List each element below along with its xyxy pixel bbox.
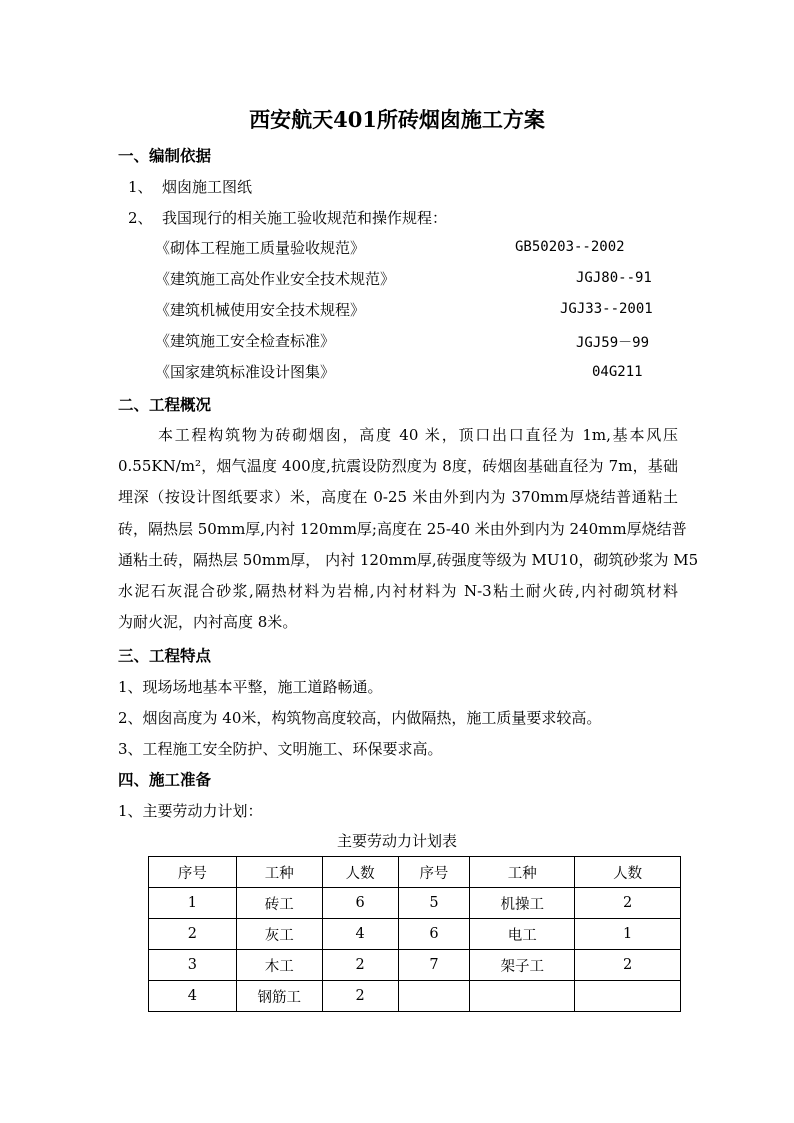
table-cell: 灰工 (236, 919, 322, 950)
standard-name: 《建筑施工高处作业安全技术规范》 (155, 270, 396, 288)
table-cell: 砖工 (236, 888, 322, 919)
table-row (149, 950, 681, 981)
standard-name: 《建筑施工安全检查标准》 (155, 332, 336, 350)
header-cell: 序号 (398, 857, 470, 888)
table-cell: 机操工 (470, 888, 575, 919)
table-cell: 3 (149, 950, 237, 981)
labor-plan-table (148, 856, 681, 1012)
table-cell: 电工 (470, 919, 575, 950)
basis-item-number: 1、 (128, 178, 153, 196)
table-row (149, 919, 681, 950)
table-cell: 4 (322, 919, 398, 950)
standard-code: 04G211 (592, 364, 643, 380)
section-heading-preparation: 四、施工准备 (118, 770, 212, 789)
standard-code: JGJ80--91 (576, 270, 652, 286)
table-cell: 4 (149, 981, 237, 1012)
table-cell: 2 (575, 888, 681, 919)
overview-line: 0.55KN/m²，烟气温度 400度,抗震设防烈度为 8度，砖烟囱基础直径为 7m，基础 (118, 457, 678, 476)
overview-line: 通粘土砖，隔热层 50mm厚， 内衬 120mm厚,砖强度等级为 MU10，砌筑砂浆为 M5 (118, 550, 699, 569)
overview-line: 砖，隔热层 50mm厚,内衬 120mm厚;高度在 25-40 米由外到内为 240mm厚烧结普 (118, 519, 687, 538)
document-title: 西安航天401所砖烟囱施工方案 (249, 107, 545, 132)
basis-item-text: 烟囱施工图纸 (162, 178, 253, 196)
table-cell: 2 (149, 919, 237, 950)
overview-paragraph (118, 420, 699, 638)
table-cell: 架子工 (470, 950, 575, 981)
standard-name: 《砌体工程施工质量验收规范》 (155, 239, 366, 257)
standard-name: 《国家建筑标准设计图集》 (155, 363, 336, 381)
table-cell (470, 981, 575, 1012)
table-cell: 2 (322, 950, 398, 981)
header-cell: 工种 (236, 857, 322, 888)
table-cell: 2 (575, 950, 681, 981)
table-cell: 6 (322, 888, 398, 919)
overview-line: 水泥石灰混合砂浆,隔热材料为岩棉,内衬材料为 N-3粘土耐火砖,内衬砌筑材料 (118, 582, 678, 601)
table-cell: 1 (149, 888, 237, 919)
preparation-item: 1、主要劳动力计划： (118, 802, 263, 820)
basis-item-text: 我国现行的相关施工验收规范和操作规程： (162, 209, 448, 227)
table-row (149, 888, 681, 919)
overview-line: 埋深（按设计图纸要求）米，高度在 0-25 米由外到内为 370mm厚烧结普通粘土 (118, 488, 678, 507)
overview-line: 为耐火泥，内衬高度 8米。 (118, 613, 298, 632)
section-heading-overview: 二、工程概况 (118, 395, 212, 414)
header-cell: 人数 (322, 857, 398, 888)
section-heading-features: 三、工程特点 (118, 646, 212, 665)
feature-item: 2、烟囱高度为 40米，构筑物高度较高，内做隔热，施工质量要求较高。 (118, 709, 602, 727)
table-cell: 5 (398, 888, 470, 919)
header-cell: 人数 (575, 857, 681, 888)
table-cell: 7 (398, 950, 470, 981)
table-cell: 1 (575, 919, 681, 950)
feature-item: 3、工程施工安全防护、文明施工、环保要求高。 (118, 740, 443, 758)
table-cell (575, 981, 681, 1012)
header-cell: 工种 (470, 857, 575, 888)
feature-item: 1、现场场地基本平整，施工道路畅通。 (118, 678, 383, 696)
header-cell: 序号 (149, 857, 237, 888)
table-cell: 6 (398, 919, 470, 950)
standard-code: GB50203--2002 (515, 239, 625, 255)
standard-code: JGJ59－99 (576, 335, 650, 351)
section-heading-basis: 一、编制依据 (118, 146, 212, 165)
table-title: 主要劳动力计划表 (336, 832, 457, 850)
table-header-row (149, 857, 681, 888)
standard-name: 《建筑机械使用安全技术规程》 (155, 301, 366, 319)
table-cell: 钢筋工 (236, 981, 322, 1012)
table-cell (398, 981, 470, 1012)
overview-line: 本工程构筑物为砖砌烟囱，高度 40 米，顶口出口直径为 1m,基本风压 (158, 426, 678, 444)
standard-code: JGJ33--2001 (560, 301, 653, 317)
table-cell: 木工 (236, 950, 322, 981)
table-row (149, 981, 681, 1012)
basis-item-number: 2、 (128, 209, 153, 227)
table-cell: 2 (322, 981, 398, 1012)
